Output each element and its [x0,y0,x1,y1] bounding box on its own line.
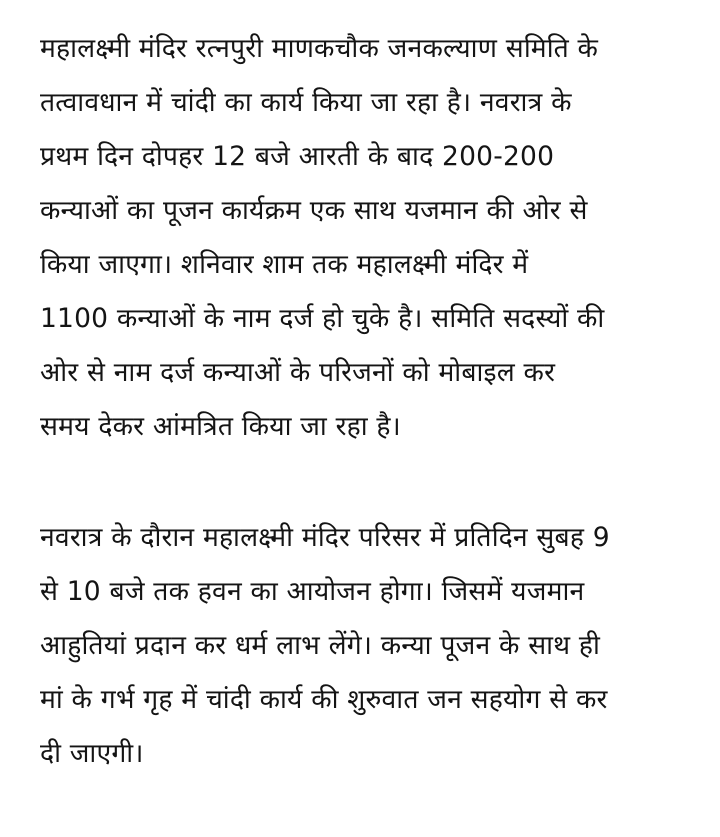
text-line: किया जाएगा। शनिवार शाम तक महालक्ष्मी मंदिर में [40,249,529,280]
paragraph-silver-work [40,22,690,454]
text-line: ओर से नाम दर्ज कन्याओं के परिजनों को मोबाइल कर [40,357,556,388]
text-line: आहुतियां प्रदान कर धर्म लाभ लेंगे। कन्या पूजन के साथ ही [40,630,601,661]
text-line: महालक्ष्मी मंदिर रत्नपुरी माणकचौक जनकल्याण समिति के [40,33,599,64]
text-line: से 10 बजे तक हवन का आयोजन होगा। जिसमें यजमान [40,576,585,607]
paragraph-gap [40,454,690,511]
text-line: मां के गर्भ गृह में चांदी कार्य की शुरुवात जन सहयोग से कर [40,684,608,715]
text-line: दी जाएगी। [40,738,144,769]
article-body [40,22,690,781]
text-line: समय देकर आंमत्रित किया जा रहा है। [40,411,401,442]
text-line: कन्याओं का पूजन कार्यक्रम एक साथ यजमान की ओर से [40,195,588,226]
text-line: नवरात्र के दौरान महालक्ष्मी मंदिर परिसर में प्रतिदिन सुबह 9 [40,522,610,553]
text-line: प्रथम दिन दोपहर 12 बजे आरती के बाद 200-200 [40,141,555,172]
paragraph-havan [40,511,690,781]
text-line: 1100 कन्याओं के नाम दर्ज हो चुके है। समिति सदस्यों की [40,303,605,334]
text-line: तत्वावधान में चांदी का कार्य किया जा रहा है। नवरात्र के [40,87,572,118]
